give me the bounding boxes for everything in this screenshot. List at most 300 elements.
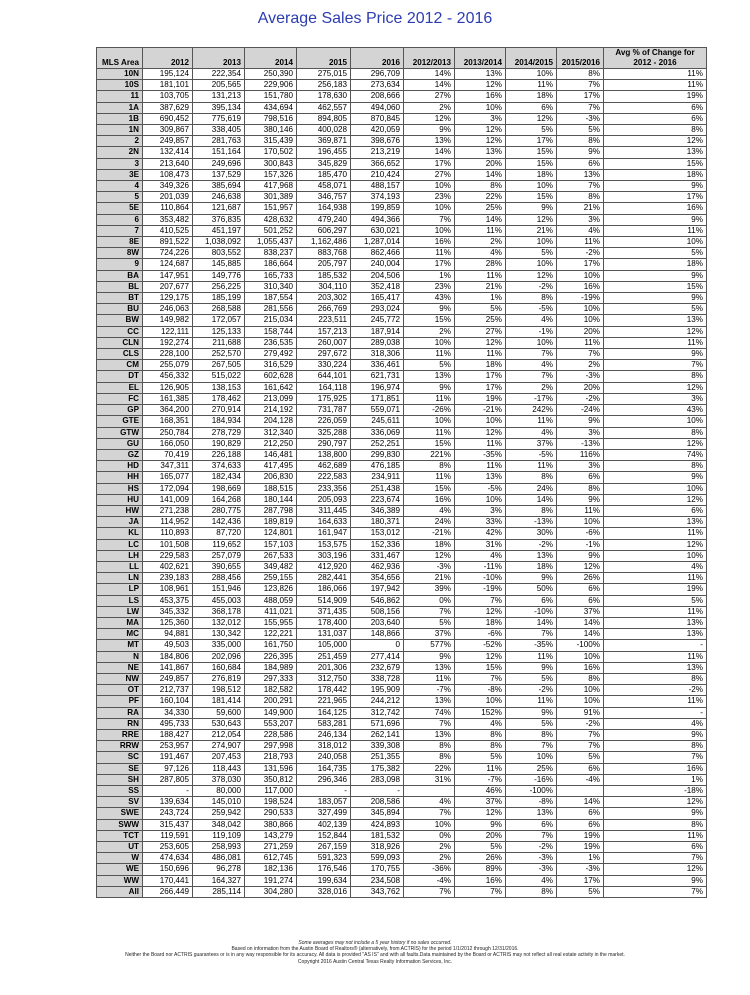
table-cell: 8% — [455, 181, 506, 192]
table-cell: 10% — [455, 102, 506, 113]
table-cell: 380,866 — [245, 819, 297, 830]
footnote-line: Neither the Board nor ACTRIS guarantees or is in any way responsible for its accuracy. All data is provided "AS IS" and with all faults.Data maintained by the Board or ACTRIS may not reflect all real estate activity in the market. — [125, 952, 625, 959]
table-cell: - — [297, 786, 351, 797]
mls-area-cell: CLS — [97, 349, 143, 360]
table-cell: 125,360 — [143, 617, 193, 628]
table-cell: 145,885 — [193, 259, 245, 270]
table-cell: 883,768 — [297, 248, 351, 259]
table-cell: 131,596 — [245, 763, 297, 774]
table-cell: -13% — [557, 438, 604, 449]
table-cell: 9% — [604, 181, 707, 192]
table-cell: 271,259 — [245, 842, 297, 853]
table-cell: 110,864 — [143, 203, 193, 214]
table-cell: 10% — [604, 416, 707, 427]
table-cell: -36% — [404, 864, 455, 875]
table-cell: 185,532 — [297, 270, 351, 281]
table-cell: 310,340 — [245, 281, 297, 292]
table-row — [97, 416, 707, 427]
table-cell: 191,274 — [245, 875, 297, 886]
mls-area-cell: HW — [97, 505, 143, 516]
table-cell: 385,694 — [193, 181, 245, 192]
mls-area-cell: HD — [97, 461, 143, 472]
table-cell: 8% — [506, 886, 557, 897]
table-cell: 325,288 — [297, 427, 351, 438]
table-row — [97, 886, 707, 897]
table-cell: 118,443 — [193, 763, 245, 774]
table-row — [97, 349, 707, 360]
table-cell: 2% — [455, 237, 506, 248]
mls-area-cell: RA — [97, 707, 143, 718]
table-cell: 318,012 — [297, 741, 351, 752]
table-cell: 12% — [455, 80, 506, 91]
table-cell: 4% — [506, 427, 557, 438]
table-cell: 353,482 — [143, 214, 193, 225]
table-cell: 251,459 — [297, 651, 351, 662]
table-cell: 7% — [557, 741, 604, 752]
table-cell: 18% — [455, 617, 506, 628]
table-cell: 189,819 — [245, 517, 297, 528]
table-row — [97, 729, 707, 740]
mls-area-cell: EL — [97, 382, 143, 393]
table-cell: 12% — [604, 494, 707, 505]
table-cell: 176,546 — [297, 864, 351, 875]
sales-price-table — [96, 47, 707, 898]
table-cell: 222,354 — [193, 69, 245, 80]
table-cell: 462,557 — [297, 102, 351, 113]
table-row — [97, 819, 707, 830]
mls-area-cell: HU — [97, 494, 143, 505]
table-cell: 10% — [506, 259, 557, 270]
table-cell: 354,656 — [351, 573, 404, 584]
table-row — [97, 125, 707, 136]
mls-area-cell: 3E — [97, 169, 143, 180]
table-cell: 139,634 — [143, 797, 193, 808]
table-cell: 161,642 — [245, 382, 297, 393]
mls-area-cell: MT — [97, 640, 143, 651]
table-cell: 508,156 — [351, 606, 404, 617]
table-cell: 207,453 — [193, 752, 245, 763]
table-cell: 6% — [604, 102, 707, 113]
table-cell: 19% — [604, 584, 707, 595]
table-cell: 256,183 — [297, 80, 351, 91]
table-cell: -21% — [404, 528, 455, 539]
table-cell: 27% — [455, 326, 506, 337]
table-cell: -4% — [404, 875, 455, 886]
table-cell: 8% — [404, 752, 455, 763]
table-cell: 11% — [455, 461, 506, 472]
table-cell: 251,438 — [351, 483, 404, 494]
table-cell: 7% — [604, 360, 707, 371]
table-cell: 862,466 — [351, 248, 404, 259]
table-cell: 153,012 — [351, 528, 404, 539]
table-cell: -1% — [557, 539, 604, 550]
table-cell: -6% — [455, 629, 506, 640]
mls-area-cell: CLN — [97, 337, 143, 348]
table-cell: 103,705 — [143, 91, 193, 102]
table-cell: 226,395 — [245, 651, 297, 662]
column-header: MLS Area — [97, 48, 143, 69]
table-cell: 137,529 — [193, 169, 245, 180]
table-row — [97, 80, 707, 91]
table-cell: 31% — [404, 774, 455, 785]
table-cell: -7% — [404, 685, 455, 696]
table-cell: 12% — [604, 438, 707, 449]
table-cell: 462,936 — [351, 561, 404, 572]
table-cell: -2% — [506, 842, 557, 853]
table-cell: 303,196 — [297, 550, 351, 561]
table-row — [97, 629, 707, 640]
table-cell: 8% — [455, 741, 506, 752]
table-cell: 311,445 — [297, 505, 351, 516]
table-cell: 236,535 — [245, 337, 297, 348]
mls-area-cell: HS — [97, 483, 143, 494]
table-cell: 141,009 — [143, 494, 193, 505]
table-cell: 10% — [506, 752, 557, 763]
table-row — [97, 808, 707, 819]
table-cell: 39% — [404, 584, 455, 595]
table-cell: -5% — [506, 449, 557, 460]
table-cell: 7% — [506, 629, 557, 640]
table-cell: 7% — [404, 886, 455, 897]
mls-area-cell: JA — [97, 517, 143, 528]
mls-area-cell: GTE — [97, 416, 143, 427]
table-row — [97, 673, 707, 684]
table-cell: 168,351 — [143, 416, 193, 427]
table-cell: -18% — [604, 786, 707, 797]
table-cell: 10% — [604, 550, 707, 561]
table-cell: 228,586 — [245, 729, 297, 740]
table-cell: 249,696 — [193, 158, 245, 169]
table-cell: 226,188 — [193, 449, 245, 460]
table-cell: 10% — [404, 181, 455, 192]
table-cell: 315,437 — [143, 819, 193, 830]
table-cell: 456,332 — [143, 371, 193, 382]
table-cell: 19% — [557, 830, 604, 841]
mls-area-cell: PF — [97, 696, 143, 707]
table-cell: -2% — [506, 539, 557, 550]
mls-area-cell: LW — [97, 606, 143, 617]
table-cell: 164,125 — [297, 707, 351, 718]
table-cell: 5% — [506, 718, 557, 729]
table-cell: -3% — [506, 853, 557, 864]
table-cell: 5% — [455, 842, 506, 853]
mls-area-cell: 6 — [97, 214, 143, 225]
table-cell: 9% — [506, 573, 557, 584]
table-cell: 417,968 — [245, 181, 297, 192]
table-cell: 10% — [604, 237, 707, 248]
table-cell: 0 — [351, 640, 404, 651]
table-cell: 6% — [506, 102, 557, 113]
table-cell: 15% — [404, 315, 455, 326]
table-cell: 9% — [506, 662, 557, 673]
table-cell: 17% — [455, 382, 506, 393]
table-cell: 212,737 — [143, 685, 193, 696]
table-cell: 184,934 — [193, 416, 245, 427]
table-cell: 13% — [604, 315, 707, 326]
table-cell: 690,452 — [143, 113, 193, 124]
table-cell: 255,079 — [143, 360, 193, 371]
table-cell: 20% — [455, 158, 506, 169]
table-cell: 9% — [404, 651, 455, 662]
table-row — [97, 293, 707, 304]
table-cell: 11% — [404, 349, 455, 360]
table-row — [97, 393, 707, 404]
table-cell: 293,024 — [351, 304, 404, 315]
table-cell: 188,515 — [245, 483, 297, 494]
table-cell: 198,524 — [245, 797, 297, 808]
table-cell: 105,000 — [297, 640, 351, 651]
table-cell: 7% — [604, 886, 707, 897]
table-cell: 297,998 — [245, 741, 297, 752]
table-cell: 182,434 — [193, 472, 245, 483]
table-cell: 11% — [604, 830, 707, 841]
table-cell: 215,034 — [245, 315, 297, 326]
mls-area-cell: LC — [97, 539, 143, 550]
table-cell: 10% — [404, 819, 455, 830]
table-cell: 602,628 — [245, 371, 297, 382]
table-cell: 10% — [455, 494, 506, 505]
table-cell: 10% — [557, 651, 604, 662]
footnote-line: Copyright 2016 Austin Central Texas Realty Information Services, Inc. — [297, 958, 453, 965]
table-cell: 268,588 — [193, 304, 245, 315]
table-row — [97, 763, 707, 774]
table-cell: 583,281 — [297, 718, 351, 729]
table-cell: 245,772 — [351, 315, 404, 326]
table-cell: 158,744 — [245, 326, 297, 337]
table-cell: 336,069 — [351, 427, 404, 438]
table-cell: 369,871 — [297, 136, 351, 147]
table-cell: 7% — [604, 853, 707, 864]
mls-area-cell: HH — [97, 472, 143, 483]
table-cell: 218,793 — [245, 752, 297, 763]
table-cell: 330,224 — [297, 360, 351, 371]
table-cell: 410,525 — [143, 225, 193, 236]
table-cell: 335,000 — [193, 640, 245, 651]
table-row — [97, 651, 707, 662]
table-cell: 18% — [604, 169, 707, 180]
table-cell: 9% — [604, 875, 707, 886]
table-cell: 7% — [455, 595, 506, 606]
table-cell: 17% — [506, 136, 557, 147]
table-row — [97, 494, 707, 505]
table-cell: 6% — [557, 595, 604, 606]
table-cell: 411,021 — [245, 606, 297, 617]
table-cell: 402,621 — [143, 561, 193, 572]
mls-area-cell: 2N — [97, 147, 143, 158]
table-cell: 228,100 — [143, 349, 193, 360]
table-cell: 11% — [404, 673, 455, 684]
table-row — [97, 102, 707, 113]
table-cell: 24% — [404, 517, 455, 528]
table-cell: 8% — [404, 461, 455, 472]
table-cell: 208,586 — [351, 797, 404, 808]
table-cell — [404, 786, 455, 797]
table-cell: 5% — [604, 304, 707, 315]
table-cell: -19% — [455, 584, 506, 595]
table-cell: 210,424 — [351, 169, 404, 180]
table-row — [97, 259, 707, 270]
table-cell: 2% — [404, 102, 455, 113]
table-cell: 161,385 — [143, 393, 193, 404]
table-cell: 10% — [506, 237, 557, 248]
table-cell: 7% — [404, 718, 455, 729]
table-cell: 5% — [455, 304, 506, 315]
table-cell: 803,552 — [193, 248, 245, 259]
table-cell: 870,845 — [351, 113, 404, 124]
mls-area-cell: FC — [97, 393, 143, 404]
table-cell: -19% — [557, 293, 604, 304]
table-cell: 11% — [604, 69, 707, 80]
table-cell: 11% — [455, 438, 506, 449]
table-cell: 101,508 — [143, 539, 193, 550]
table-cell: 287,805 — [143, 774, 193, 785]
table-cell: 9% — [506, 707, 557, 718]
mls-area-cell: RRW — [97, 741, 143, 752]
table-cell: 530,643 — [193, 718, 245, 729]
mls-area-cell: LP — [97, 584, 143, 595]
table-cell: 7% — [506, 830, 557, 841]
table-row — [97, 91, 707, 102]
mls-area-cell: 9 — [97, 259, 143, 270]
table-cell: 256,225 — [193, 281, 245, 292]
table-cell: 259,155 — [245, 573, 297, 584]
table-cell: 15% — [604, 281, 707, 292]
table-cell: 312,340 — [245, 427, 297, 438]
table-cell: 143,279 — [245, 830, 297, 841]
mls-area-cell: All — [97, 886, 143, 897]
table-cell: 203,640 — [351, 617, 404, 628]
table-cell: 119,652 — [193, 539, 245, 550]
table-cell: 4% — [506, 315, 557, 326]
table-cell: 11% — [604, 651, 707, 662]
table-cell: 6% — [604, 113, 707, 124]
table-cell: 8% — [557, 673, 604, 684]
table-cell: 125,133 — [193, 326, 245, 337]
table-row — [97, 371, 707, 382]
table-cell: -35% — [455, 449, 506, 460]
table-cell: 252,251 — [351, 438, 404, 449]
table-cell: 495,733 — [143, 718, 193, 729]
table-cell: 6% — [506, 595, 557, 606]
table-cell: 11% — [557, 337, 604, 348]
table-cell: 280,775 — [193, 505, 245, 516]
table-cell: 204,506 — [351, 270, 404, 281]
table-cell: 157,213 — [297, 326, 351, 337]
table-cell: 152% — [455, 707, 506, 718]
mls-area-cell: 5 — [97, 192, 143, 203]
mls-area-cell: LL — [97, 561, 143, 572]
table-cell: 249,857 — [143, 136, 193, 147]
table-cell: -6% — [557, 528, 604, 539]
table-cell: 13% — [506, 808, 557, 819]
table-cell: 13% — [604, 617, 707, 628]
table-cell: -1% — [506, 326, 557, 337]
table-cell: -2% — [557, 718, 604, 729]
table-row — [97, 158, 707, 169]
table-cell: 288,456 — [193, 573, 245, 584]
mls-area-cell: 7 — [97, 225, 143, 236]
table-row — [97, 281, 707, 292]
table-cell: 214,192 — [245, 405, 297, 416]
mls-area-cell: BU — [97, 304, 143, 315]
table-row — [97, 685, 707, 696]
table-cell: 26% — [455, 853, 506, 864]
table-body — [97, 69, 707, 898]
table-cell: 229,906 — [245, 80, 297, 91]
table-cell: 349,482 — [245, 561, 297, 572]
table-cell: 12% — [604, 382, 707, 393]
table-cell: 10% — [557, 315, 604, 326]
table-cell: 402,139 — [297, 819, 351, 830]
table-cell: 148,866 — [351, 629, 404, 640]
table-cell: -2% — [506, 685, 557, 696]
table-cell: 110,893 — [143, 528, 193, 539]
table-cell: 287,798 — [245, 505, 297, 516]
table-cell: 21% — [506, 225, 557, 236]
table-cell: 12% — [404, 550, 455, 561]
footnote-line: Based on information from the Austin Board of Realtors® (alternatively, from ACTRIS) for the period 1/1/2012 through 12/31/2016. — [231, 946, 519, 953]
table-cell: 14% — [557, 629, 604, 640]
table-row — [97, 707, 707, 718]
table-cell: 242% — [506, 405, 557, 416]
table-cell: 208,666 — [351, 91, 404, 102]
table-cell: 455,003 — [193, 595, 245, 606]
table-cell: 212,054 — [193, 729, 245, 740]
table-cell: 11% — [604, 225, 707, 236]
table-cell: 146,481 — [245, 449, 297, 460]
table-cell: 257,079 — [193, 550, 245, 561]
table-cell: 17% — [557, 259, 604, 270]
mls-area-cell: TCT — [97, 830, 143, 841]
table-cell: 5% — [506, 673, 557, 684]
mls-area-cell: 4 — [97, 181, 143, 192]
table-cell: 11% — [455, 270, 506, 281]
table-cell: 19% — [455, 393, 506, 404]
table-cell: 31% — [455, 539, 506, 550]
table-cell: -17% — [506, 393, 557, 404]
mls-area-cell: SC — [97, 752, 143, 763]
table-cell: 4% — [455, 718, 506, 729]
table-cell: 6% — [557, 819, 604, 830]
table-cell: 3% — [604, 393, 707, 404]
table-cell: 142,436 — [193, 517, 245, 528]
column-header: 2015 — [297, 48, 351, 69]
table-cell: 262,141 — [351, 729, 404, 740]
table-cell: 7% — [557, 181, 604, 192]
table-cell: 165,733 — [245, 270, 297, 281]
table-cell: 152,336 — [351, 539, 404, 550]
table-cell: 183,057 — [297, 797, 351, 808]
table-cell: - — [143, 786, 193, 797]
table-cell: 108,961 — [143, 584, 193, 595]
table-cell: 234,508 — [351, 875, 404, 886]
table-row — [97, 752, 707, 763]
table-cell: 10% — [404, 225, 455, 236]
table-cell: 13% — [404, 662, 455, 673]
table-cell: 8% — [604, 673, 707, 684]
table-cell: 10% — [557, 517, 604, 528]
table-row — [97, 875, 707, 886]
table-cell: 11% — [404, 427, 455, 438]
table-cell: 11% — [604, 696, 707, 707]
table-cell: 7% — [455, 673, 506, 684]
table-cell: 164,633 — [297, 517, 351, 528]
table-cell: 201,306 — [297, 662, 351, 673]
footnote-line: Some averages may not include a 5 year history if no sales occurred. — [298, 940, 452, 946]
table-cell: 21% — [404, 573, 455, 584]
table-cell: 131,213 — [193, 91, 245, 102]
column-header: 2014 — [245, 48, 297, 69]
